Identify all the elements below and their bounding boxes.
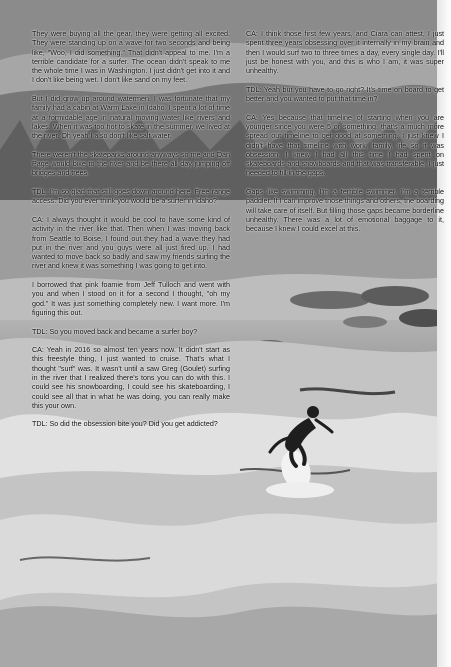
right-text-column (246, 30, 444, 244)
paragraph: CA: Yes because that timeline of starting when you are younger since you were 5 or something, that's a much more spread out timeline to get good at something. I just knew I didn't have that timeline with work, family, life so it was obsession. I knew I had all this time I had spent on skateboards and snowboards and that was transferable, I just needed to fill in the gaps. (246, 113, 444, 178)
question: TDL: So did the obsession bite you? Did you get addicted? (32, 420, 218, 429)
paragraph: But I did grow up around watermen. I was fortunate that my family had a cabin at Warm Lake in Idaho. I spent a lot of time at a formidable age in natural moving water like rivers and lakes. When it was too hot to skate in the summer, we lived at the river. Oh yeah I also don't like salt water. (32, 95, 230, 141)
paragraph: CA: I always thought it would be cool to have some kind of activity in the river like that. Then when I was moving back from Seattle to Boise, I found out they had a wave they had put in the river and you guys were all just fired up. I had wanted to move back so badly and saw my friends surfing the river and knew it was something I was going to get into. (32, 215, 230, 271)
question: TDL: I'm so glad that still goes down around here. Free range access. Did you ever think you would be a surfer in Idaho? (32, 188, 230, 206)
paragraph: CA: Yeah in 2016 so almost ten years now. It didn't start as this freestyle thing, I just wanted to cruise. That's what I thought "surf" was. It wasn't until a saw Greg (Goulet) surfing in the river that I realized there's tons you can do with this. I could see his snowboarding, I could see his skateboarding, I could see all that in what he was doing, you can really make this your own. (32, 346, 230, 410)
paragraph: They were buying all the gear, they were getting all excited. They were standing up on a wave for two seconds and being like, "Woo, I did something." That didn't appeal to me. I'm a terrible candidate for a surfer. The ocean didn't speak to me the whole time I was in Washington. I just didn't get into it and I don't like being wet. I don't like sand on my feet. (32, 30, 230, 85)
paragraph: There weren't the skateparks around anyways so me and Dan Page would bike to the river and be there all day jumping off bridges and trees. (32, 150, 230, 178)
paragraph: CA: I think those first few years, and Ciara can attest, I just spent three years obsessing over it internally in my brain and then I would surf two to three times a day, every single day. I'll just be honest with you, and this is who I am, it was super unhealthy. (246, 30, 444, 76)
question: TDL: So you moved back and became a surfer boy? (32, 327, 198, 336)
paragraph: Gaps like swimming, I'm a terrible swimmer. I'm a terrible paddler. If I can improve those things and others, the boarding will take care of itself. But filling those gaps became borderline unhealthy. There was a lot of emotional baggage to it, because I knew I could excel at this. (246, 188, 444, 234)
paragraph: I borrowed that pink foamie from Jeff Tulloch and went with you and when I stood on it for a second I thought, "oh my god." It was just something completely new. I want more. I'm figuring this out. (32, 281, 230, 317)
left-text-column (32, 30, 230, 439)
question: TDL: Yeah but you have to go right? It's time on board to get better and you wanted to put that time in? (246, 85, 444, 104)
